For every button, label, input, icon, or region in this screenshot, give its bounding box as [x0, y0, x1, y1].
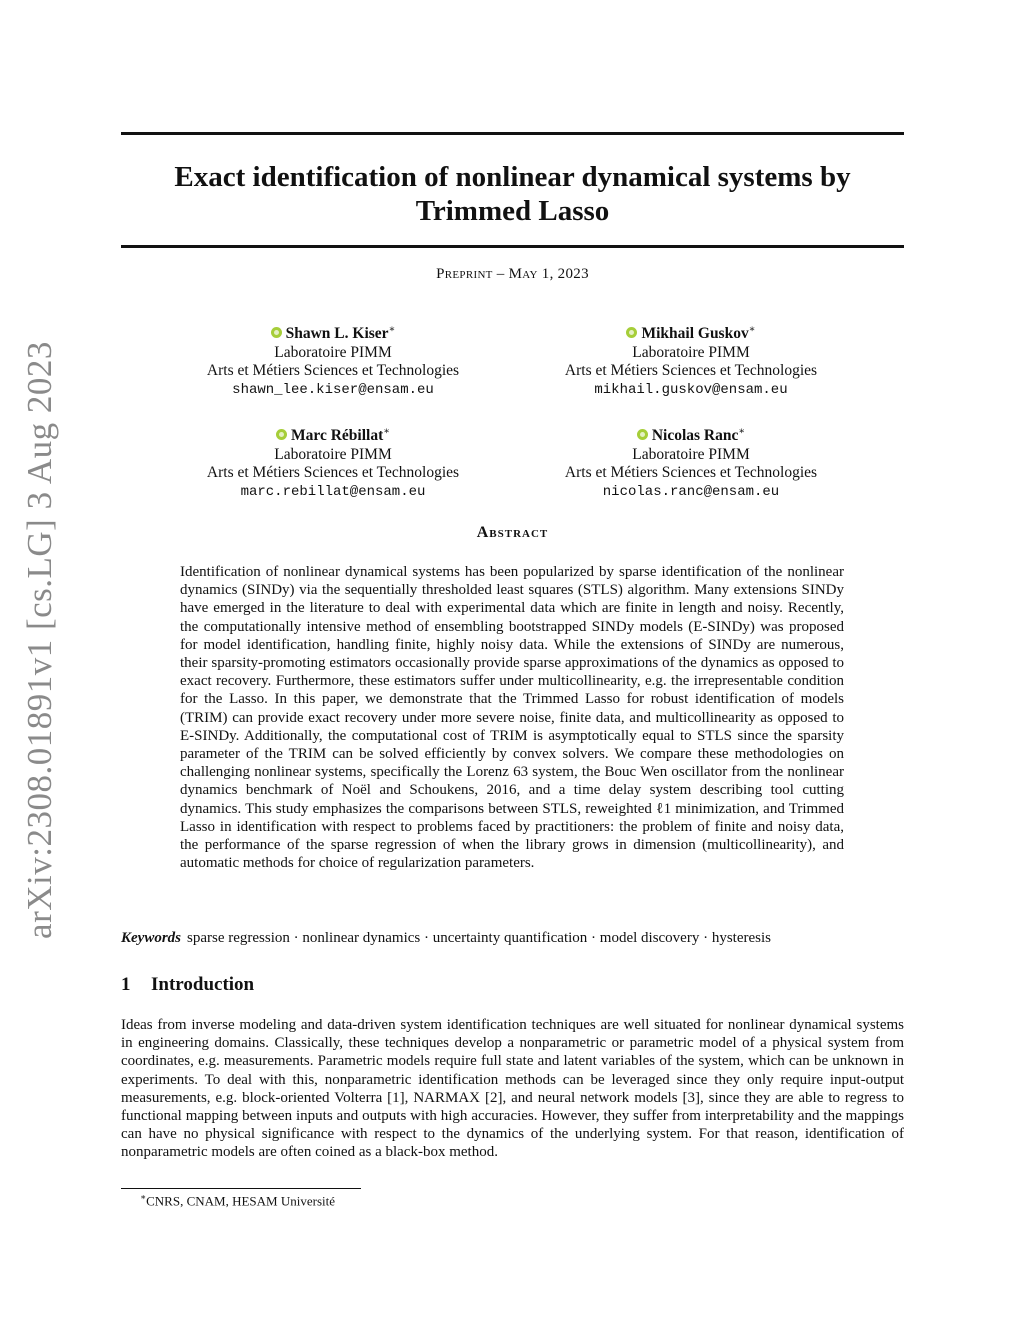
footnote: [140, 1192, 335, 1209]
orcid-icon[interactable]: [637, 429, 648, 440]
footnote-rule: [121, 1188, 361, 1189]
author-name: Nicolas Ranc∗: [651, 426, 746, 445]
author-institution: Arts et Métiers Sciences et Technologies: [564, 362, 818, 380]
author-email[interactable]: mikhail.guskov@ensam.eu: [594, 381, 788, 398]
author-block: [168, 321, 498, 399]
author-block: [168, 423, 498, 501]
author-lab: Laboratoire PIMM: [632, 343, 750, 361]
introduction-body: Ideas from inverse modeling and data-driven system identification techniques are well situated for nonlinear dynamical systems in engineering domains. Classically, these techniques develop a nonparametric or parametric model of a physical system from coordinates, e.g. measurements. Parametric models require full state and latent variables of the system, which can be unknown in experiments. To deal with this, nonparametric identification methods can be leveraged since they only require input-output measurements, e.g. block-oriented Volterra [1], NARMAX [2], and neural network models [3], since they are able to regress to functional mapping between inputs and outputs with high accuracies. However, they suffer from interpretability and the mappings can have no physical significance with respect to the dynamics of the underlying system. For that reason, identification of nonparametric models are often coined as a black-box method.: [121, 1017, 904, 1161]
section-title: Introduction: [151, 974, 255, 995]
orcid-icon[interactable]: [271, 327, 282, 338]
keywords-label: Keywords: [121, 930, 181, 946]
orcid-icon[interactable]: [276, 429, 287, 440]
abstract-body: Identification of nonlinear dynamical systems has been popularized by sparse identification of the nonlinear dynamics (SINDy) via the sequentially thresholded least squares (STLS) algorithm. Many extensions SINDy have emerged in the literature to deal with experimental data which are finite in length and noisy. Recently, the computationally intensive method of ensembling bootstrapped SINDy models (E-SINDy) was proposed for model identification, handling finite, highly noisy data. While the extensions of SINDy are numerous, their sparsity-promoting estimators occasionally provide sparse approximations of the dynamics as opposed to exact recovery. Furthermore, these estimators suffer under multicollinearity, e.g. the irrepresentable condition for the Lasso. In this paper, we demonstrate that the Trimmed Lasso for robust identification of models (TRIM) can provide exact recovery under more severe noise, finite data, and multicollinearity as opposed to E-SINDy. Additionally, the computational cost of TRIM is asymptotically equal to STLS since the sparsity parameter of the TRIM can be solved efficiently by convex solvers. We compare these methodologies on challenging nonlinear systems, specifically the Lorenz 63 system, the Bouc Wen oscillator from the nonlinear dynamics benchmark of Noël and Schoukens, 2016, and a time delay system describing tool cutting dynamics. This study emphasizes the comparisons between STLS, reweighted ℓ1 minimization, and Trimmed Lasso in identification with respect to problems faced by practitioners: the problem of finite and noisy data, the performance of the sparse regression of when the library grows in dimension (multicollinearity), and automatic methods for choice of regularization parameters.: [180, 564, 844, 872]
title-bottom-rule: [121, 245, 904, 248]
author-name: Marc Rébillat∗: [290, 426, 391, 445]
author-block: [526, 321, 856, 399]
paper-title: Exact identification of nonlinear dynamical systems by Trimmed Lasso: [174, 161, 851, 227]
abstract-heading: Abstract: [476, 524, 549, 541]
footnote-mark: ∗: [140, 1192, 147, 1202]
author-email[interactable]: nicolas.ranc@ensam.eu: [602, 483, 780, 500]
author-lab: Laboratoire PIMM: [274, 445, 392, 463]
author-institution: Arts et Métiers Sciences et Technologies: [206, 362, 460, 380]
author-lab: Laboratoire PIMM: [274, 343, 392, 361]
author-name: Mikhail Guskov∗: [641, 324, 756, 343]
author-block: [526, 423, 856, 501]
author-name: Shawn L. Kiser∗: [285, 324, 396, 343]
author-email[interactable]: shawn_lee.kiser@ensam.eu: [232, 381, 434, 398]
author-lab: Laboratoire PIMM: [632, 445, 750, 463]
preprint-date-line: Preprint – May 1, 2023: [436, 266, 589, 282]
author-institution: Arts et Métiers Sciences et Technologies: [564, 464, 818, 482]
author-institution: Arts et Métiers Sciences et Technologies: [206, 464, 460, 482]
section-heading: [121, 974, 254, 996]
keywords-line: [121, 929, 904, 947]
title-top-rule: [121, 132, 904, 135]
keywords-text: sparse regression · nonlinear dynamics · uncertainty quantification · model discovery · hysteresis: [187, 930, 771, 946]
orcid-icon[interactable]: [626, 327, 637, 338]
arxiv-sidebar-stamp: arXiv:2308.01891v1 [cs.LG] 3 Aug 2023: [20, 341, 59, 939]
author-email[interactable]: marc.rebillat@ensam.eu: [240, 483, 426, 500]
section-number: 1: [121, 974, 131, 995]
footnote-text: CNRS, CNAM, HESAM Université: [146, 1193, 335, 1209]
